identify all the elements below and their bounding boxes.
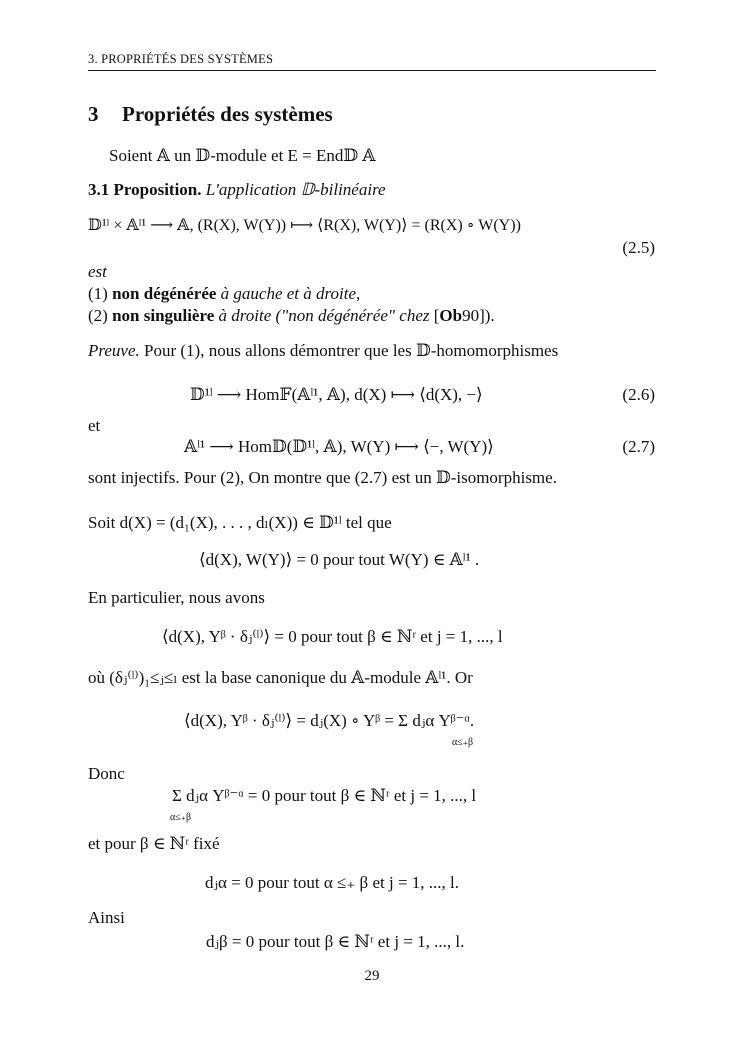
equation-delta: ⟨d(X), Yᵝ · δⱼ⁽ˡ⁾⟩ = 0 pour tout β ∈ ℕʳ et j = 1, ..., l bbox=[162, 627, 503, 646]
equation-zero: ⟨d(X), W(Y)⟩ = 0 pour tout W(Y) ∈ 𝔸ˡ¹ . bbox=[199, 550, 480, 569]
proposition-line bbox=[88, 180, 386, 200]
item-2-text: à droite ("non dégénérée" chez bbox=[218, 306, 430, 325]
section-heading bbox=[88, 102, 333, 127]
proof-label: Preuve. bbox=[88, 341, 140, 360]
equation-number-2-7: (2.7) bbox=[622, 437, 655, 456]
injectifs-line: sont injectifs. Pour (2), On montre que (2.7) est un 𝔻-isomorphisme. bbox=[88, 468, 557, 487]
equation-ainsi: dⱼβ = 0 pour tout β ∈ ℕʳ et j = 1, ..., l. bbox=[206, 932, 465, 951]
proposition-label: 3.1 Proposition. bbox=[88, 180, 202, 199]
equation-number-2-5: (2.5) bbox=[622, 238, 655, 257]
page-number: 29 bbox=[364, 968, 380, 984]
item-1 bbox=[88, 284, 360, 304]
equation-2-7: 𝔸ˡ¹ ⟶ Hom𝔻(𝔻¹ˡ, 𝔸), W(Y) ⟼ ⟨−, W(Y)⟩ bbox=[184, 437, 494, 456]
proof-intro-text: Pour (1), nous allons démontrer que les 𝔻-homomorphismes bbox=[144, 341, 559, 360]
et-line: et bbox=[88, 416, 101, 435]
equation-fixe: dⱼα = 0 pour tout α ≤₊ β et j = 1, ..., l. bbox=[205, 873, 460, 892]
equation-number-2-6: (2.6) bbox=[622, 385, 655, 404]
item-2-ref-bold: Ob bbox=[439, 306, 463, 325]
item-1-bold: non dégénérée bbox=[112, 284, 217, 303]
section-title: Propriétés des systèmes bbox=[122, 102, 333, 126]
ou-line: où (δⱼ⁽ˡ⁾)₁≤ⱼ≤ₗ est la base canonique du 𝔸-module 𝔸ˡ¹. Or bbox=[88, 668, 473, 687]
equation-sum: ⟨d(X), Yᵝ · δⱼ⁽ˡ⁾⟩ = dⱼ(X) ∘ Yᵝ = Σ dⱼα Yᵝ⁻ᵅ. bbox=[184, 711, 475, 730]
item-2-number: (2) bbox=[88, 306, 108, 325]
donc-line: Donc bbox=[88, 764, 125, 783]
et-pour-line: et pour β ∈ ℕʳ fixé bbox=[88, 834, 220, 853]
sum-index-1: α≤₊β bbox=[452, 737, 474, 748]
ainsi-line: Ainsi bbox=[88, 908, 125, 927]
equation-2-6: 𝔻¹ˡ ⟶ Hom𝔽(𝔸ˡ¹, 𝔸), d(X) ⟼ ⟨d(X), −⟩ bbox=[190, 385, 483, 404]
particulier-line: En particulier, nous avons bbox=[88, 588, 265, 607]
item-2-ref: 90]). bbox=[462, 306, 495, 325]
item-2: (2) non singulière à droite ("non dégénérée" chez [Ob90]). bbox=[88, 306, 495, 325]
intro-line: Soient 𝔸 un 𝔻-module et E = End𝔻 𝔸 bbox=[109, 146, 376, 165]
item-2-bold: non singulière bbox=[112, 306, 215, 325]
proof-intro bbox=[88, 341, 558, 361]
est-line bbox=[88, 262, 107, 282]
equation-donc: Σ dⱼα Yᵝ⁻ᵅ = 0 pour tout β ∈ ℕʳ et j = 1, ..., l bbox=[172, 786, 477, 805]
est-word: est bbox=[88, 262, 107, 281]
header-rule bbox=[88, 70, 656, 71]
running-header: 3. PROPRIÉTÉS DES SYSTÈMES bbox=[88, 52, 274, 66]
sum-index-2: α≤₊β bbox=[170, 812, 192, 823]
item-1-number: (1) bbox=[88, 284, 108, 303]
equation-2-5: 𝔻¹ˡ × 𝔸ˡ¹ ⟶ 𝔸, (R(X), W(Y)) ⟼ ⟨R(X), W(Y)⟩ = (R(X) ∘ W(Y)) bbox=[88, 217, 521, 234]
section-number: 3 bbox=[88, 102, 99, 126]
item-1-text: à gauche et à droite, bbox=[220, 284, 361, 303]
soit-line: Soit d(X) = (d₁(X), . . . , dₗ(X)) ∈ 𝔻¹ˡ tel que bbox=[88, 513, 392, 532]
proposition-statement: L'application 𝔻-bilinéaire bbox=[205, 180, 386, 199]
